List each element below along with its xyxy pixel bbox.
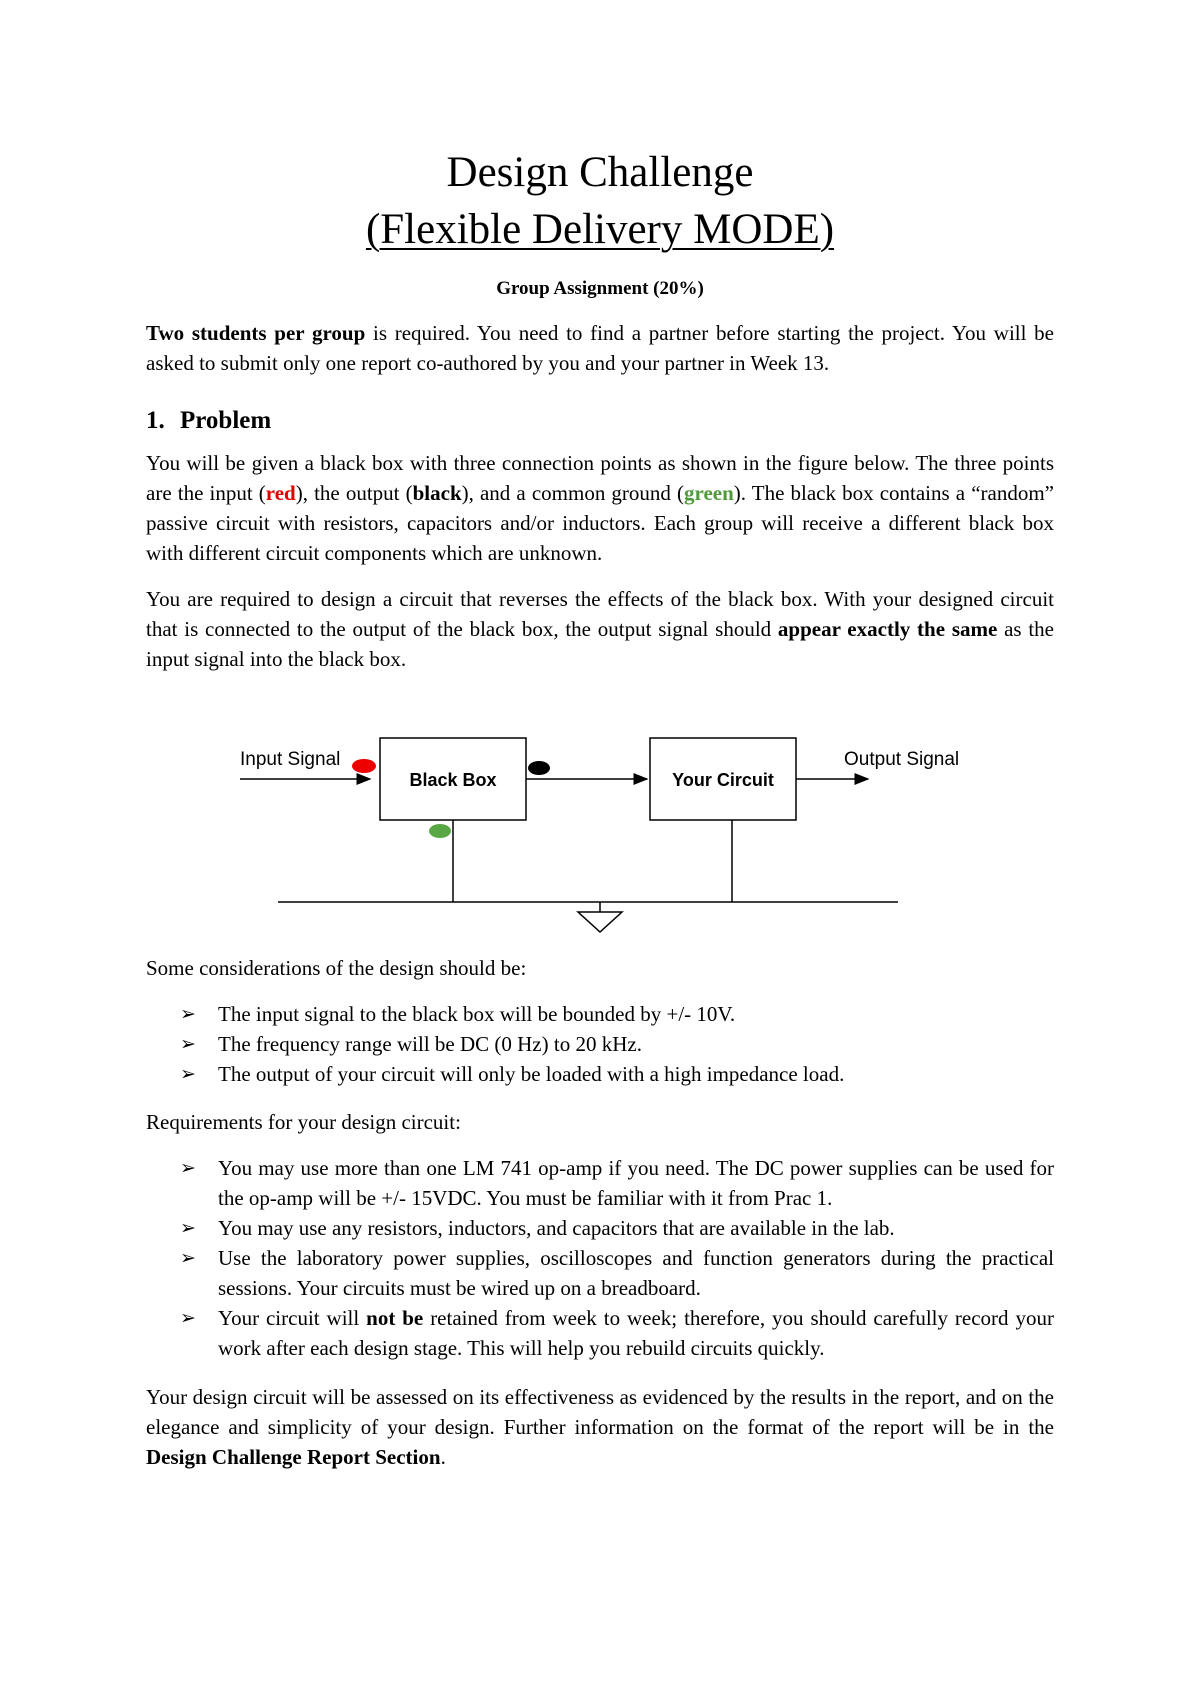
- closing-bold: Design Challenge Report Section: [146, 1445, 441, 1469]
- problem-paragraph-1: [146, 448, 1054, 568]
- arrow-bullet-icon: ➢: [180, 1157, 196, 1179]
- ground-symbol-icon: [578, 912, 622, 932]
- black-word: black: [412, 481, 462, 505]
- considerations-list: [180, 999, 1054, 1089]
- closing-text-b: .: [440, 1445, 446, 1469]
- p2-bold: appear exactly the same: [777, 617, 998, 641]
- output-signal-label: Output Signal: [844, 749, 960, 770]
- group-assignment-label: Group Assignment (20%): [496, 278, 704, 299]
- arrow-bullet-icon: ➢: [180, 1063, 196, 1085]
- requirement-bold: not be: [366, 1306, 424, 1330]
- output-terminal-dot: [528, 761, 550, 775]
- requirement-text-a: Your circuit will: [218, 1306, 367, 1330]
- section-heading-problem: [146, 407, 271, 435]
- consideration-text: The input signal to the black box will be bounded by +/- 10V.: [218, 1002, 736, 1026]
- requirements-intro: Requirements for your design circuit:: [146, 1110, 461, 1134]
- closing-paragraph: [146, 1382, 1054, 1472]
- list-item: [180, 999, 1054, 1029]
- section-title: Problem: [180, 407, 272, 434]
- arrow-bullet-icon: ➢: [180, 1003, 196, 1025]
- p2-text-b: as the input signal into the black box.: [146, 617, 1055, 671]
- consideration-text: The frequency range will be DC (0 Hz) to 20 kHz.: [218, 1032, 642, 1056]
- list-item: [180, 1303, 1054, 1363]
- input-terminal-dot: [352, 759, 376, 773]
- ground-terminal-dot: [429, 824, 451, 838]
- problem-paragraph-2: [146, 584, 1054, 674]
- arrow-bullet-icon: ➢: [180, 1247, 196, 1269]
- document-title: Design Challenge: [446, 149, 754, 196]
- requirement-text: You may use any resistors, inductors, and capacitors that are available in the lab.: [218, 1216, 895, 1240]
- requirement-text-b: retained from week to week; therefore, you should carefully record your work after each design stage. This will help you rebuild circuits quickly.: [218, 1306, 1054, 1360]
- requirement-text: Use the laboratory power supplies, oscilloscopes and function generators during the practical sessions. Your circuits must be wired up on a breadboard.: [218, 1246, 1054, 1300]
- arrow-bullet-icon: ➢: [180, 1217, 196, 1239]
- arrow-bullet-icon: ➢: [180, 1307, 196, 1329]
- list-item: [180, 1243, 1054, 1303]
- section-number: 1.: [146, 407, 165, 434]
- red-word: red: [265, 481, 296, 505]
- intro-text: is required. You need to find a partner before starting the project. You will be asked to submit only one report co-authored by you and your partner in Week 13.: [146, 321, 1054, 375]
- mode-title-text: (Flexible Delivery MODE): [365, 206, 835, 253]
- list-item: [180, 1029, 1054, 1059]
- p1-text-a: You will be given a black box with three connection points as shown in the figure below. The three points are the input (: [146, 451, 1054, 505]
- requirements-list: [180, 1153, 1054, 1363]
- requirement-text: You may use more than one LM 741 op-amp if you need. The DC power supplies can be used for the op-amp will be +/- 15VDC. You must be familiar with it from Prac 1.: [218, 1156, 1054, 1210]
- arrow-bullet-icon: ➢: [180, 1033, 196, 1055]
- list-item: [180, 1153, 1054, 1213]
- green-word: green: [684, 481, 734, 505]
- consideration-text: The output of your circuit will only be loaded with a high impedance load.: [218, 1062, 845, 1086]
- intro-paragraph: [146, 318, 1054, 378]
- document-subtitle-mode: [0, 205, 1200, 255]
- p1-text-c: ), and a common ground (: [461, 481, 685, 505]
- p1-text-d: ). The black box contains a “random” passive circuit with resistors, capacitors and/or inductors. Each group will receive a different black box with different circuit components which are unknown.: [146, 481, 1054, 565]
- input-signal-label: Input Signal: [240, 749, 341, 770]
- black-box-diagram: [0, 720, 1200, 940]
- black-box-label: Black Box: [409, 770, 497, 790]
- list-item: [180, 1059, 1054, 1089]
- your-circuit-label: Your Circuit: [672, 770, 774, 790]
- p2-text-a: You are required to design a circuit that reverses the effects of the black box. With your designed circuit that is connected to the output of the black box, the output signal should: [146, 587, 1054, 641]
- considerations-intro: Some considerations of the design should be:: [146, 956, 527, 980]
- intro-bold-lead: Two students per group: [146, 321, 366, 345]
- closing-text-a: Your design circuit will be assessed on its effectiveness as evidenced by the results in the report, and on the elegance and simplicity of your design. Further information on the format of the report will be in the: [146, 1385, 1054, 1439]
- list-item: [180, 1213, 1054, 1243]
- p1-text-b: ), the output (: [295, 481, 413, 505]
